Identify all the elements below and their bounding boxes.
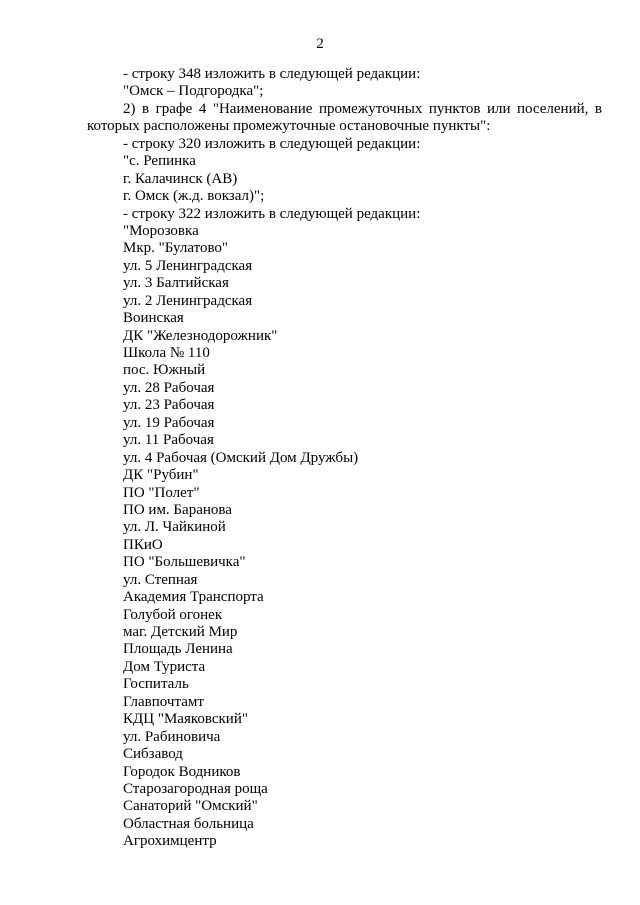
document-line: ПКиО: [123, 536, 163, 553]
document-line: пос. Южный: [123, 362, 206, 379]
document-line: КДЦ "Маяковский": [123, 711, 248, 728]
document-line: ДК "Рубин": [123, 467, 199, 484]
document-line: Госпиталь: [123, 676, 189, 693]
document-line: которых расположены промежуточные остановочные пункты":: [87, 118, 491, 135]
document-line: Главпочтамт: [123, 693, 204, 710]
document-line: маг. Детский Мир: [123, 624, 238, 640]
document-line: "Морозовка: [123, 222, 199, 239]
document-line: ПО "Полет": [123, 484, 200, 501]
document-line: "Омск – Подгородка";: [123, 83, 264, 100]
document-line: Академия Транспорта: [123, 589, 264, 606]
document-line: ПО им. Баранова: [123, 501, 232, 518]
document-line: Голубой огонек: [123, 606, 223, 623]
document-line: Городок Водников: [123, 763, 241, 780]
document-line: ул. 11 Рабочая: [123, 432, 214, 449]
document-line: ПО "Большевичка": [123, 554, 246, 571]
document-line: ул. Рабиновича: [123, 728, 221, 745]
document-line: Старозагородная роща: [123, 780, 268, 797]
document-line: ул. 19 Рабочая: [123, 414, 215, 431]
document-body: [87, 66, 602, 851]
document-line: Воинская: [123, 310, 184, 327]
document-line: Агрохимцентр: [123, 833, 217, 850]
document-line: ул. 3 Балтийская: [123, 275, 229, 292]
page-number: 2: [316, 36, 324, 52]
document-line: ДК "Железнодорожник": [123, 327, 278, 344]
document-line: ул. Степная: [123, 571, 198, 588]
document-line: - строку 322 изложить в следующей редакции:: [123, 205, 421, 222]
document-line: ул. 5 Ленинградская: [123, 257, 253, 274]
document-line: ул. Л. Чайкиной: [123, 519, 226, 536]
document-line: г. Омск (ж.д. вокзал)";: [123, 188, 265, 205]
document-line: Дом Туриста: [123, 658, 206, 675]
document-line: ул. 2 Ленинградская: [123, 292, 253, 309]
document-line: Школа № 110: [123, 345, 210, 361]
document-line: Площадь Ленина: [123, 641, 233, 658]
document-line: Областная больница: [123, 815, 254, 832]
document-line: - строку 348 изложить в следующей редакции:: [123, 66, 421, 82]
document-line: "с. Репинка: [123, 153, 196, 170]
document-line: Санаторий "Омский": [123, 798, 258, 815]
document-line: 2) в графе 4 "Наименование промежуточных пунктов или поселений, в: [123, 100, 602, 117]
document-line: - строку 320 изложить в следующей редакции:: [123, 135, 421, 152]
document-line: ул. 23 Рабочая: [123, 397, 215, 414]
document-line: ул. 28 Рабочая: [123, 379, 215, 396]
document-line: Сибзавод: [123, 746, 183, 763]
document-line: Мкр. "Булатово": [123, 240, 229, 257]
document-line: ул. 4 Рабочая (Омский Дом Дружбы): [123, 449, 359, 466]
document-line: г. Калачинск (АВ): [123, 170, 238, 187]
